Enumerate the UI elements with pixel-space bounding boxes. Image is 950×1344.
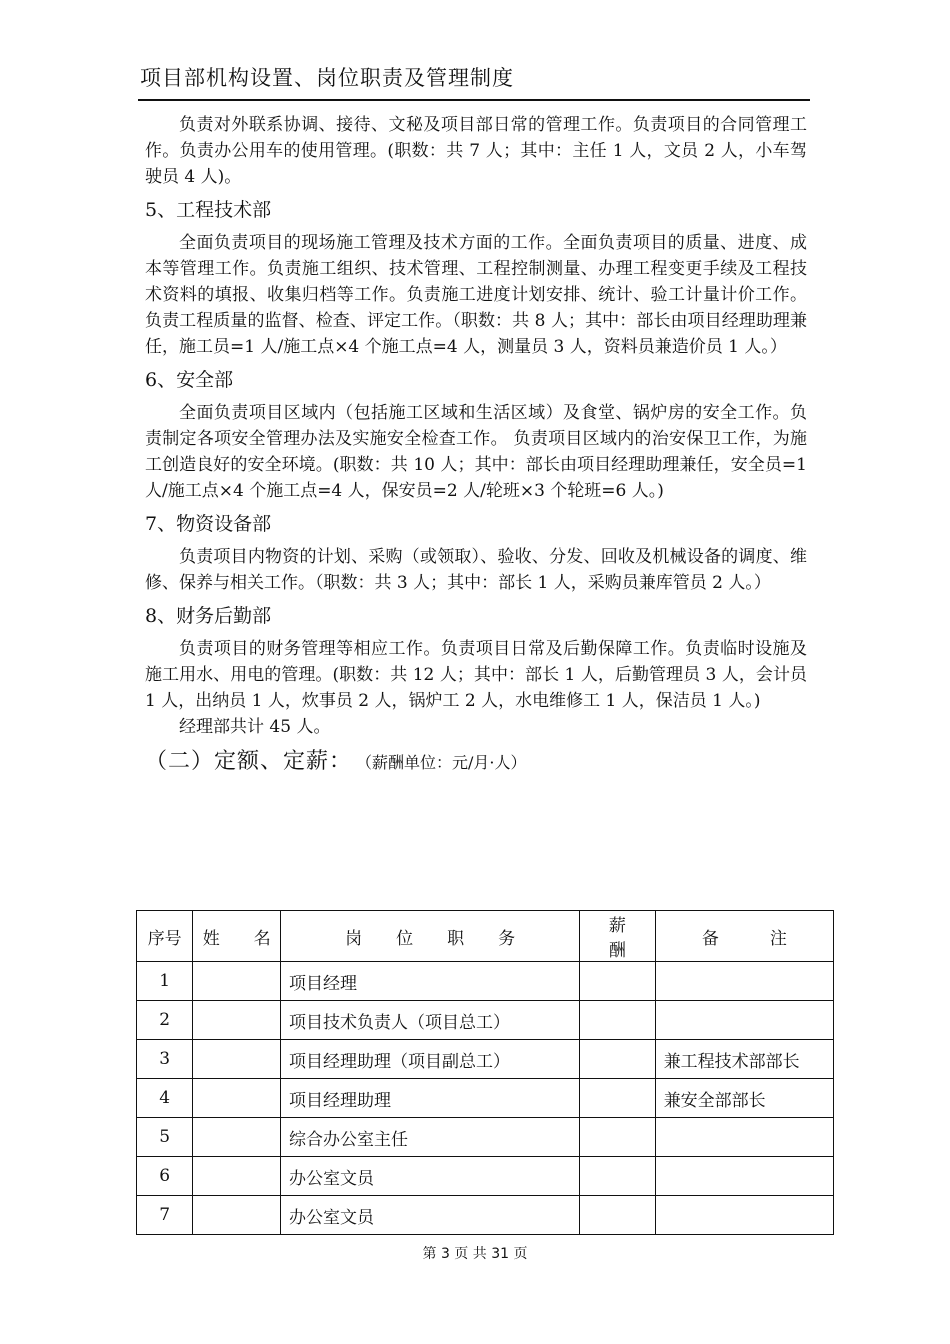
cell-no: 5 bbox=[137, 1118, 193, 1157]
cell-salary bbox=[580, 1196, 656, 1235]
cell-remark bbox=[655, 1196, 833, 1235]
table-row bbox=[137, 1196, 834, 1235]
page-footer: 第 3 页 共 31 页 bbox=[422, 1246, 528, 1262]
cell-name bbox=[193, 1157, 281, 1196]
cell-position: 项目经理 bbox=[281, 962, 580, 1001]
cell-salary bbox=[580, 1157, 656, 1196]
section-heading-materials: 7、物资设备部 bbox=[145, 513, 272, 535]
cell-name bbox=[193, 1040, 281, 1079]
cell-no: 4 bbox=[137, 1079, 193, 1118]
cell-remark: 兼安全部部长 bbox=[655, 1079, 833, 1118]
header-rule bbox=[138, 99, 810, 101]
section-body-safety: 全面负责项目区域内（包括施工区域和生活区域）及食堂、锅炉房的安全工作。负责制定各项安全管理办法及实施安全检查工作。 负责项目区域内的治安保卫工作，为施工创造良好的安全环境。(职数：共 10 人；其中：部长由项目经理助理兼任，安全员=1 人/施工点×4 个施工点=4 人，保安员=2 人/轮班×3 个轮班=6 人。) bbox=[145, 403, 807, 501]
cell-no: 2 bbox=[137, 1001, 193, 1040]
cell-position: 项目经理助理 bbox=[281, 1079, 580, 1118]
staff-total: 经理部共计 45 人。 bbox=[179, 717, 331, 737]
cell-position: 项目经理助理（项目副总工） bbox=[281, 1040, 580, 1079]
table-row bbox=[137, 1157, 834, 1196]
cell-salary bbox=[580, 1118, 656, 1157]
quota-title: （二）定额、定薪： bbox=[145, 749, 353, 774]
col-header-remark: 备 注 bbox=[655, 911, 833, 962]
position-salary-table bbox=[136, 910, 834, 1235]
cell-salary bbox=[580, 1040, 656, 1079]
document-body bbox=[145, 112, 807, 780]
cell-no: 7 bbox=[137, 1196, 193, 1235]
cell-name bbox=[193, 1001, 281, 1040]
cell-position: 办公室文员 bbox=[281, 1196, 580, 1235]
table-header-row bbox=[137, 911, 834, 962]
cell-no: 3 bbox=[137, 1040, 193, 1079]
cell-remark bbox=[655, 1001, 833, 1040]
cell-name bbox=[193, 1079, 281, 1118]
cell-position: 办公室文员 bbox=[281, 1157, 580, 1196]
cell-remark bbox=[655, 962, 833, 1001]
cell-no: 6 bbox=[137, 1157, 193, 1196]
section-heading-finance: 8、财务后勤部 bbox=[145, 605, 272, 627]
table-row bbox=[137, 962, 834, 1001]
cell-name bbox=[193, 962, 281, 1001]
salary-unit-note: （薪酬单位：元/月·人） bbox=[364, 753, 527, 772]
cell-no: 1 bbox=[137, 962, 193, 1001]
col-header-position: 岗 位 职 务 bbox=[281, 911, 580, 962]
col-header-no: 序号 bbox=[137, 911, 193, 962]
cell-position: 综合办公室主任 bbox=[281, 1118, 580, 1157]
cell-position: 项目技术负责人（项目总工） bbox=[281, 1001, 580, 1040]
cell-remark bbox=[655, 1157, 833, 1196]
cell-salary bbox=[580, 1079, 656, 1118]
section-heading-engineering: 5、工程技术部 bbox=[145, 199, 272, 221]
section-body-finance: 负责项目的财务管理等相应工作。负责项目日常及后勤保障工作。负责临时设施及施工用水、用电的管理。(职数：共 12 人；其中：部长 1 人，后勤管理员 3 人，会计员 1 人，出纳员 1 人，炊事员 2 人，锅炉工 2 人，水电维修工 1 人，保洁员 1 人。) bbox=[145, 639, 807, 711]
cell-name bbox=[193, 1118, 281, 1157]
cell-salary bbox=[580, 1001, 656, 1040]
table-row bbox=[137, 1001, 834, 1040]
section-body-engineering: 全面负责项目的现场施工管理及技术方面的工作。全面负责项目的质量、进度、成本等管理工作。负责施工组织、技术管理、工程控制测量、办理工程变更手续及工程技术资料的填报、收集归档等工作。负责施工进度计划安排、统计、验工计量计价工作。负责工程质量的监督、检查、评定工作。（职数：共 8 人；其中：部长由项目经理助理兼任，施工员=1 人/施工点×4 个施工点=4 人，测量员 3 人，资料员兼造价员 1 人。） bbox=[145, 233, 807, 357]
cell-salary bbox=[580, 962, 656, 1001]
col-header-salary: 薪 酬 bbox=[580, 911, 656, 962]
table-row bbox=[137, 1079, 834, 1118]
intro-paragraph: 负责对外联系协调、接待、文秘及项目部日常的管理工作。负责项目的合同管理工作。负责办公用车的使用管理。(职数：共 7 人；其中：主任 1 人，文员 2 人，小车驾驶员 4 人)。 bbox=[145, 115, 807, 187]
cell-name bbox=[193, 1196, 281, 1235]
table-row bbox=[137, 1040, 834, 1079]
page-header-title: 项目部机构设置、岗位职责及管理制度 bbox=[140, 66, 514, 90]
table-row bbox=[137, 1118, 834, 1157]
cell-remark: 兼工程技术部部长 bbox=[655, 1040, 833, 1079]
quota-heading bbox=[145, 744, 807, 780]
cell-remark bbox=[655, 1118, 833, 1157]
section-heading-safety: 6、安全部 bbox=[145, 369, 234, 391]
section-body-materials: 负责项目内物资的计划、采购（或领取）、验收、分发、回收及机械设备的调度、维修、保养与相关工作。（职数：共 3 人；其中：部长 1 人，采购员兼库管员 2 人。） bbox=[145, 547, 807, 593]
col-header-name: 姓 名 bbox=[193, 911, 281, 962]
